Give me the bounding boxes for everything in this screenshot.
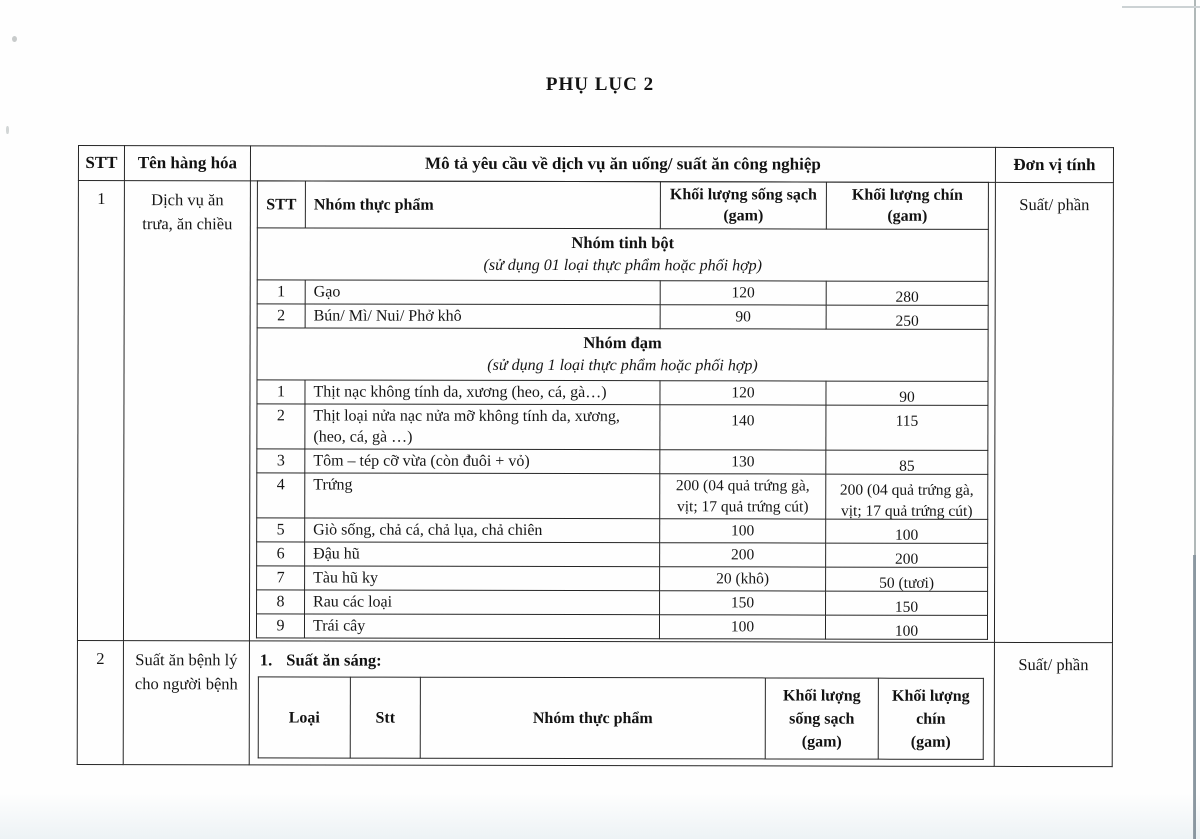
row-stt: 8 (257, 590, 305, 614)
spec-header-nhom-thuc-pham: Nhóm thực phẩm (305, 181, 660, 229)
row2-stt: 2 (77, 640, 123, 764)
header-mo-ta: Mô tả yêu cầu về dịch vụ ăn uống/ suất ăn công nghiệp (250, 146, 995, 183)
row-cooked-weight (826, 381, 988, 405)
breakfast-header-stt: Stt (350, 677, 420, 758)
cooked-value: 85 (899, 457, 915, 475)
table-row (257, 542, 988, 568)
row-raw-weight: 100 (659, 615, 825, 639)
section-title-dam: Nhóm đạm (583, 333, 662, 353)
main-row-2 (77, 640, 1112, 766)
row-food-name: Thịt nạc không tính da, xương (heo, cá, gà…) (305, 380, 660, 405)
cooked-value: 115 (895, 412, 919, 430)
row-food-name: Bún/ Mì/ Nui/ Phở khô (305, 304, 660, 329)
row-raw-weight: 200 (04 quả trứng gà, vịt; 17 quả trứng cút) (660, 474, 826, 519)
table-row (257, 518, 988, 544)
table-row (257, 380, 988, 406)
row-cooked-weight (826, 519, 988, 543)
breakfast-header-khoi-luong-chin (878, 678, 983, 759)
scan-speck (12, 36, 17, 42)
bf-raw-line1: Khối lượng (783, 686, 861, 705)
row1-stt: 1 (77, 181, 124, 641)
row-food-name: Giò sống, chả cá, chả lụa, chả chiên (305, 518, 660, 543)
row-raw-weight: 120 (660, 281, 826, 305)
section-band-tinh-bot (257, 228, 988, 282)
bf-raw-line3: (gam) (801, 733, 842, 751)
row-raw-weight: 200 (660, 543, 826, 567)
main-row-1 (77, 181, 1113, 643)
section-band-dam (257, 328, 988, 382)
breakfast-header-loai: Loại (258, 677, 350, 758)
row-cooked-weight (826, 281, 988, 305)
row-stt: 1 (257, 380, 305, 404)
cooked-value: 250 (895, 312, 919, 330)
table-row (257, 566, 988, 592)
cooked-value: 100 (894, 622, 919, 640)
cooked-value: 90 (899, 388, 915, 406)
row-food-name: Trứng (305, 473, 660, 519)
breakfast-spec-table (258, 676, 984, 760)
band-cell (257, 328, 988, 382)
cooked-value: 200 (04 quả trứng gà, vịt; 17 quả trứng cút) (839, 481, 974, 520)
row-cooked-weight (826, 567, 988, 591)
row-cooked-weight (826, 405, 988, 450)
spec-header-khoi-luong-song-sach (660, 182, 826, 229)
scan-top-right-streak (1122, 6, 1200, 8)
row-food-name: Tàu hũ ky (305, 566, 660, 591)
spec-header-cooked-line2: (gam) (887, 207, 928, 225)
table-row (257, 590, 988, 616)
row-raw-weight: 20 (khô) (660, 567, 826, 591)
spec-header-raw-line2: (gam) (723, 207, 764, 225)
scan-right-edge-dark-segment (1193, 555, 1196, 839)
header-stt: STT (78, 146, 124, 181)
row-stt: 5 (257, 518, 305, 542)
header-don-vi-tinh: Đơn vị tính (995, 147, 1113, 182)
row-raw-weight: 130 (660, 450, 826, 474)
row-raw-weight (660, 405, 826, 450)
section-note-dam: (sử dụng 1 loại thực phẩm hoặc phối hợp) (487, 356, 758, 375)
row-food-name: Trái cây (304, 614, 659, 639)
spec-header-khoi-luong-chin (826, 182, 988, 229)
breakfast-heading-number: 1. (259, 650, 273, 670)
row-stt: 4 (257, 473, 305, 518)
bf-cooked-line2: chín (916, 710, 946, 728)
row2-don-vi: Suất/ phần (994, 642, 1112, 766)
row-cooked-weight (825, 615, 987, 639)
row-stt: 2 (257, 304, 305, 328)
row-food-name: Tôm – tép cỡ vừa (còn đuôi + vỏ) (305, 449, 660, 474)
bf-cooked-line3: (gam) (910, 733, 951, 751)
breakfast-heading-text: Suất ăn sáng: (286, 650, 382, 670)
paper-bottom-tint (0, 793, 1200, 839)
table-row (257, 449, 988, 475)
page-title: PHỤ LỤC 2 (545, 74, 655, 95)
table-row (256, 614, 987, 640)
cooked-value: 50 (tươi) (879, 574, 935, 592)
row-food-name: Đậu hũ (305, 542, 660, 567)
row-stt: 6 (257, 542, 305, 566)
row-stt: 1 (257, 280, 305, 304)
breakfast-heading (260, 650, 984, 672)
cooked-value: 150 (894, 598, 919, 616)
table-row (257, 280, 988, 306)
main-table-area (77, 145, 1113, 767)
raw-value: 140 (731, 412, 755, 430)
breakfast-header-khoi-luong-song-sach (765, 678, 878, 759)
row-raw-weight: 90 (660, 305, 826, 329)
section-title-tinh-bot: Nhóm tinh bột (571, 233, 675, 253)
row-food-name: Thịt loại nửa nạc nửa mỡ không tính da, xương, (heo, cá, gà …) (305, 404, 660, 450)
row2-mo-ta-cell (249, 641, 994, 767)
scan-speck (6, 126, 9, 134)
table-row (257, 473, 988, 520)
band-cell (257, 228, 988, 282)
meal-spec-header-row (257, 181, 988, 230)
row1-don-vi: Suất/ phần (994, 182, 1113, 642)
row-cooked-weight (826, 591, 988, 615)
breakfast-header-nhom-thuc-pham: Nhóm thực phẩm (420, 677, 765, 759)
spec-header-cooked-line1: Khối lượng chín (851, 186, 963, 204)
cooked-value: 280 (895, 288, 919, 306)
cooked-value: 200 (894, 550, 919, 568)
bf-raw-line2: sống sạch (789, 709, 855, 728)
cooked-value: 100 (895, 526, 919, 544)
row1-ten-hang-hoa: Dịch vụ ăn trưa, ăn chiều (123, 181, 250, 641)
row1-mo-ta-cell (249, 181, 995, 643)
row-stt: 9 (256, 614, 304, 638)
main-table-header-row (78, 146, 1113, 183)
row2-ten-hang-hoa: Suất ăn bệnh lý cho người bệnh (123, 641, 249, 765)
bf-cooked-line1: Khối lượng (892, 687, 970, 705)
row-stt: 7 (257, 566, 305, 590)
row-cooked-weight (826, 474, 988, 519)
row-raw-weight: 150 (660, 591, 826, 615)
row-cooked-weight (826, 305, 988, 329)
spec-header-raw-line1: Khối lượng sống sạch (669, 186, 817, 204)
breakfast-header-row (258, 677, 983, 760)
spec-header-stt: STT (257, 181, 305, 228)
row-stt: 2 (257, 404, 305, 449)
meal-spec-table (256, 180, 989, 640)
header-ten-hang-hoa: Tên hàng hóa (124, 146, 250, 181)
row-cooked-weight (826, 543, 988, 567)
table-row (257, 304, 988, 330)
table-row (257, 404, 988, 451)
row-food-name: Gạo (305, 280, 660, 305)
main-table (77, 145, 1114, 767)
row-food-name: Rau các loại (305, 590, 660, 615)
row-raw-weight: 120 (660, 381, 826, 405)
row-cooked-weight (826, 450, 988, 474)
row-raw-weight: 100 (660, 519, 826, 543)
section-note-tinh-bot: (sử dụng 01 loại thực phẩm hoặc phối hợp) (483, 256, 762, 275)
row-stt: 3 (257, 449, 305, 473)
